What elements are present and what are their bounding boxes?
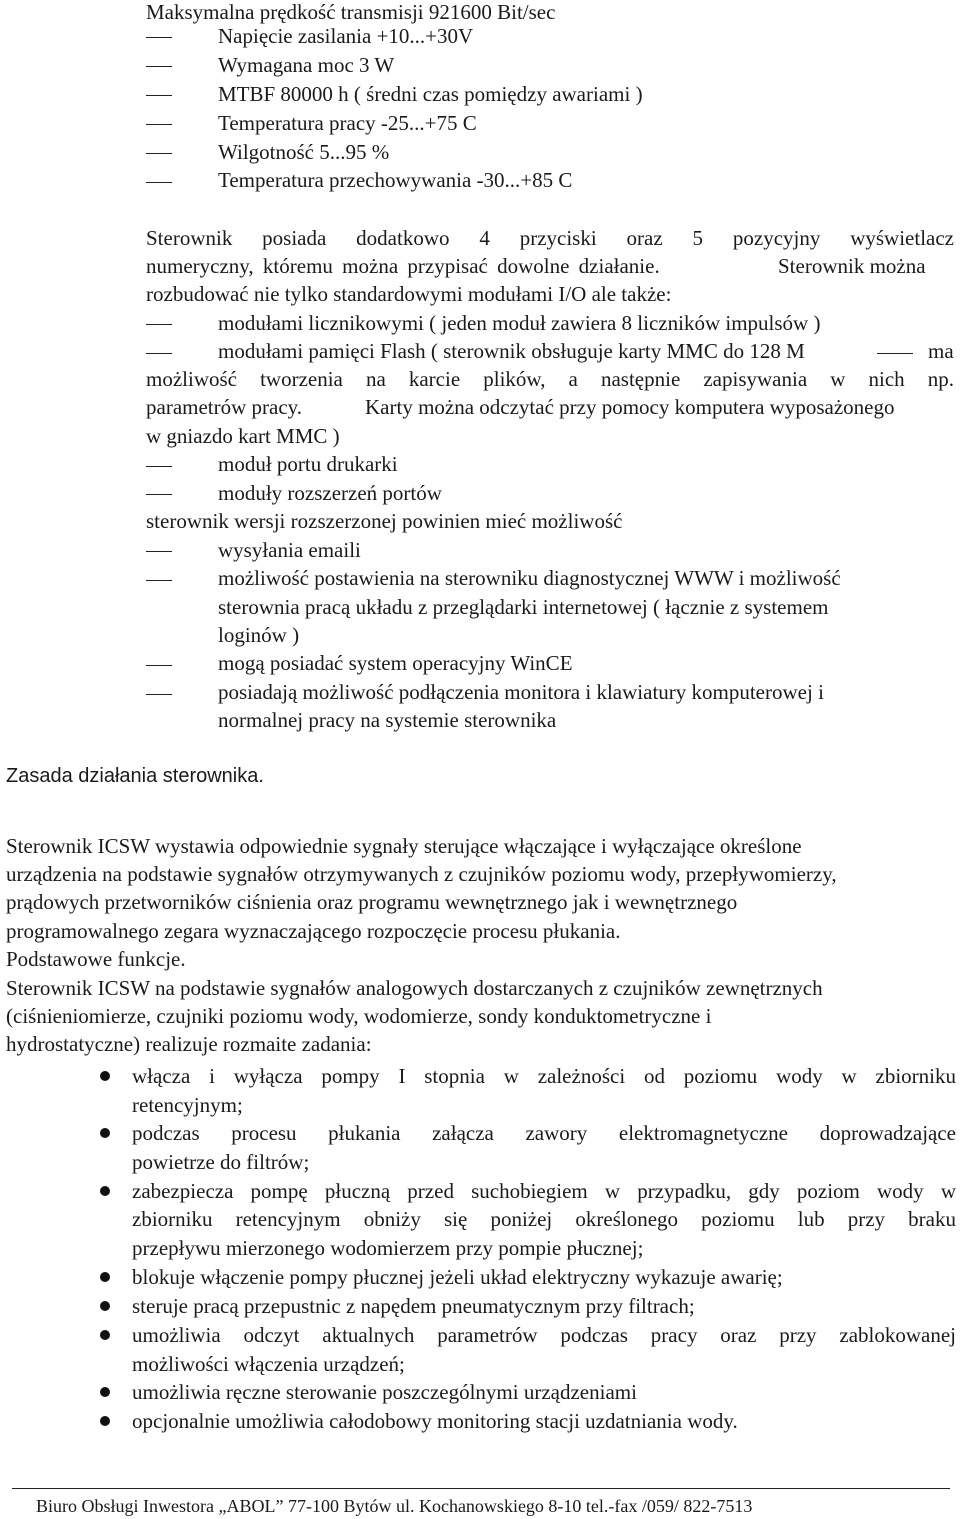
bullet-icon (100, 1186, 110, 1196)
extended-intro: sterownik wersji rozszerzonej powinien mieć możliwość (146, 509, 623, 533)
para1-line2: numeryczny, któremu można przypisać dowolne działanie. (146, 254, 660, 278)
function-item-line: umożliwia odczyt aktualnych parametrów podczas pracy oraz przy zablokowanej (132, 1323, 956, 1347)
extended-item: wysyłania emaili (218, 538, 361, 562)
function-item-line: steruje pracą przepustnic z napędem pneumatycznym przy filtrach; (132, 1294, 695, 1318)
function-item-line: włącza i wyłącza pompy I stopnia w zależności od poziomu wody w zbiorniku (132, 1064, 956, 1088)
dash-marker (146, 494, 172, 495)
dash-marker (146, 66, 172, 67)
dash-marker (146, 694, 172, 695)
function-item-line: umożliwia ręczne sterowanie poszczególnymi urządzeniami (132, 1380, 637, 1404)
dash-marker (146, 153, 172, 154)
dash-marker (146, 324, 172, 325)
module-item: moduły rozszerzeń portów (218, 481, 442, 505)
dash-marker (146, 37, 172, 38)
section-p2-line: Sterownik ICSW na podstawie sygnałów analogowych dostarczanych z czujników zewnętrznych (6, 976, 823, 1000)
para1-line3: rozbudować nie tylko standardowymi modułami I/O ale także: (146, 282, 672, 306)
bullet-icon (100, 1071, 110, 1081)
module-item: modułami pamięci Flash ( sterownik obsługuje karty MMC do 128 M (218, 339, 805, 363)
section-p1-line: Sterownik ICSW wystawia odpowiednie sygnały sterujące włączające i wyłączające określone (6, 834, 802, 858)
bullet-icon (100, 1301, 110, 1311)
function-item-line: retencyjnym; (132, 1093, 243, 1117)
spec-item: MTBF 80000 h ( średni czas pomiędzy awariami ) (218, 82, 643, 106)
spec-max-speed: Maksymalna prędkość transmisji 921600 Bit/sec (146, 0, 556, 24)
module-item: modułami licznikowymi ( jeden moduł zawiera 8 liczników impulsów ) (218, 311, 821, 335)
dash-marker (146, 580, 172, 581)
extended-item-line: loginów ) (218, 623, 300, 647)
section-p1-line: programowalnego zegara wyznaczającego rozpoczęcie procesu płukania. (6, 919, 621, 943)
function-item-line: zbiorniku retencyjnym obniży się poniżej określonego poziomu lub przy braku (132, 1207, 956, 1231)
extended-item: mogą posiadać system operacyjny WinCE (218, 651, 573, 675)
spec-item: Wymagana moc 3 W (218, 53, 395, 77)
function-item-line: opcjonalnie umożliwia całodobowy monitoring stacji uzdatniania wody. (132, 1409, 738, 1433)
dash-marker (146, 551, 172, 552)
spec-item: Wilgotność 5...95 % (218, 140, 390, 164)
section-p2-line: (ciśnieniomierze, czujniki poziomu wody, wodomierze, sondy konduktometryczne i (6, 1004, 712, 1028)
extended-item-line: sterownia pracą układu z przeglądarki internetowej ( łącznie z systemem (218, 595, 829, 619)
section-p1-line: prądowych przetworników ciśnienia oraz programu wewnętrznego jak i wewnętrznego (6, 890, 738, 914)
dash-marker (146, 466, 172, 467)
spec-item: Temperatura pracy -25...+75 C (218, 111, 477, 135)
section-p1-line: urządzenia na podstawie sygnałów otrzymywanych z czujników poziomu wody, przepływomierzy, (6, 862, 837, 886)
bullet-icon (100, 1330, 110, 1340)
function-item-line: przepływu mierzonego wodomierzem przy pompie płucznej; (132, 1236, 644, 1260)
spec-item: Napięcie zasilania +10...+30V (218, 24, 474, 48)
function-item-line: powietrze do filtrów; (132, 1150, 310, 1174)
para1-line2b: Sterownik można (778, 254, 926, 278)
extended-item-line: normalnej pracy na systemie sterownika (218, 708, 557, 732)
module-item-line: możliwość tworzenia na karcie plików, a następnie zapisywania w nich np. (146, 367, 954, 391)
function-item-line: blokuje włączenie pompy płucznej jeżeli układ elektryczny wykazuje awarię; (132, 1265, 783, 1289)
bullet-icon (100, 1272, 110, 1282)
footer-divider (12, 1488, 950, 1489)
dash-marker (146, 182, 172, 183)
dash-marker (146, 665, 172, 666)
extended-item: możliwość postawienia na sterowniku diagnostycznej WWW i możliwość (218, 566, 841, 590)
function-item-line: możliwości włączenia urządzeń; (132, 1352, 405, 1376)
para1-line1: Sterownik posiada dodatkowo 4 przyciski oraz 5 pozycyjny wyświetlacz (146, 226, 954, 250)
dash-marker (146, 124, 172, 125)
spec-item: Temperatura przechowywania -30...+85 C (218, 168, 573, 192)
bullet-icon (100, 1387, 110, 1397)
function-item-line: podczas procesu płukania załącza zawory elektromagnetyczne doprowadzające (132, 1121, 956, 1145)
module-item-line: parametrów pracy. (146, 395, 303, 419)
dash-marker (877, 353, 913, 354)
section-heading: Zasada działania sterownika. (6, 765, 264, 787)
bullet-icon (100, 1416, 110, 1426)
module-item-line: w gniazdo kart MMC ) (146, 424, 340, 448)
bullet-icon (100, 1128, 110, 1138)
section-subheading: Podstawowe funkcje. (6, 947, 186, 971)
dash-marker (146, 95, 172, 96)
module-item-tail: ma (928, 339, 954, 363)
module-item-line: Karty można odczytać przy pomocy komputera wyposażonego (365, 395, 895, 419)
dash-marker (146, 353, 172, 354)
section-p2-line: hydrostatyczne) realizuje rozmaite zadania: (6, 1032, 372, 1056)
module-item: moduł portu drukarki (218, 452, 398, 476)
extended-item: posiadają możliwość podłączenia monitora i klawiatury komputerowej i (218, 680, 824, 704)
function-item-line: zabezpiecza pompę płuczną przed suchobiegiem w przypadku, gdy poziom wody w (132, 1179, 956, 1203)
footer-text: Biuro Obsługi Inwestora „ABOL” 77-100 Bytów ul. Kochanowskiego 8-10 tel.-fax /059/ 822-7513 (36, 1496, 753, 1516)
